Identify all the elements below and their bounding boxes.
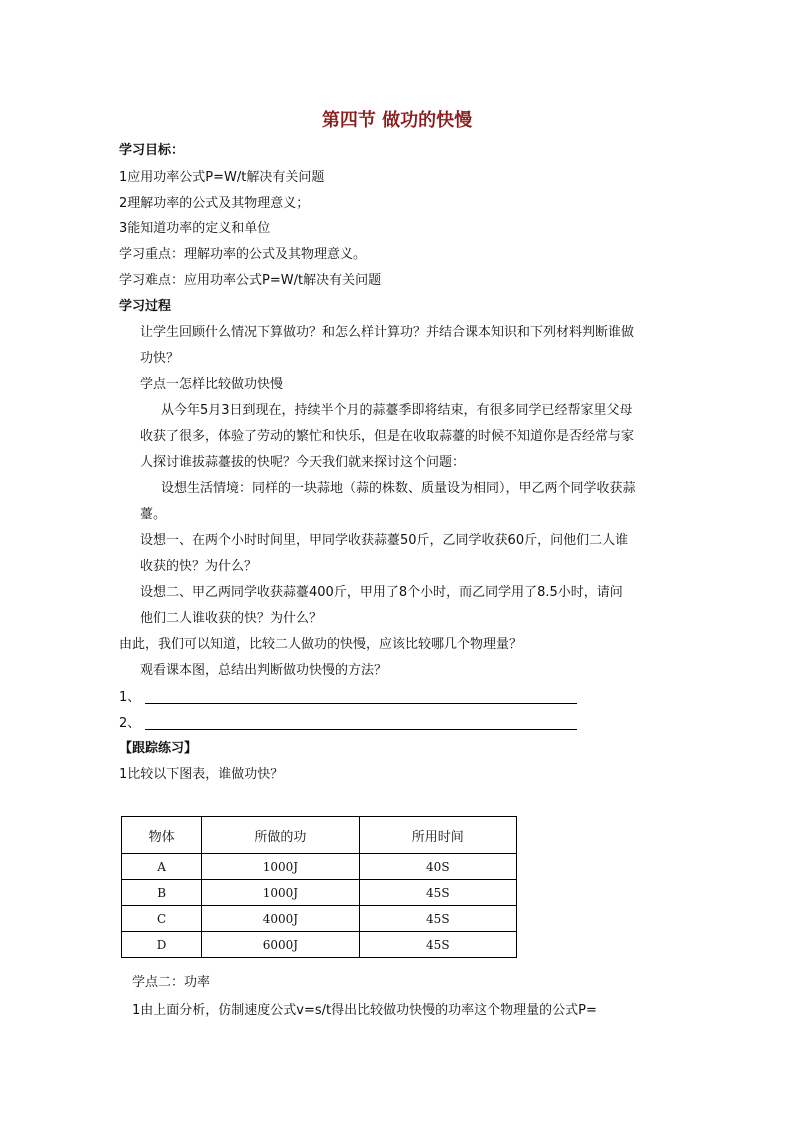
intro-line-2: 功快？ xyxy=(140,351,180,366)
table-cell: 1000J xyxy=(202,880,359,906)
point2-text: 1由上面分析，仿制速度公式v=s/t得出比较做功快慢的功率这个物理量的公式P= xyxy=(132,1003,597,1018)
observe-prompt: 观看课本图，总结出判断做功快慢的方法？ xyxy=(140,663,388,678)
story-line-2: 收获了很多，体验了劳动的繁忙和快乐，但是在收取蒜薹的时候不知道你是否经常与家 xyxy=(140,429,635,444)
table-header-cell: 物体 xyxy=(122,817,202,854)
conclusion: 由此，我们可以知道，比较二人做功的快慢，应该比较哪几个物理量？ xyxy=(119,637,523,652)
table-cell: 4000J xyxy=(202,906,359,932)
process-heading: 学习过程 xyxy=(119,299,172,314)
scenario-line-2: 薹。 xyxy=(140,507,167,522)
table-row xyxy=(122,932,517,958)
point1-heading: 学点一怎样比较做功快慢 xyxy=(140,377,284,392)
answer-line-1[interactable] xyxy=(145,703,577,704)
case1-line-2: 收获的快？为什么？ xyxy=(140,559,258,574)
blank-label-1: 1、 xyxy=(119,690,141,705)
table-row xyxy=(122,854,517,880)
answer-line-2[interactable] xyxy=(145,729,577,730)
objective-1: 1应用功率公式P=W/t解决有关问题 xyxy=(119,170,325,185)
objective-3: 3能知道功率的定义和单位 xyxy=(119,221,271,236)
story-line-3: 人探讨谁拔蒜薹拔的快呢？今天我们就来探讨这个问题： xyxy=(140,455,466,470)
table-row xyxy=(122,880,517,906)
case1-line-1: 设想一、在两个小时时间里，甲同学收获蒜薹50斤，乙同学收获60斤，问他们二人谁 xyxy=(140,533,629,548)
table-cell: B xyxy=(122,880,202,906)
key-point: 学习重点：理解功率的公式及其物理意义。 xyxy=(119,247,367,262)
case2-line-2: 他们二人谁收获的快？为什么？ xyxy=(140,611,323,626)
table-header-row xyxy=(122,817,517,854)
table-cell: 45S xyxy=(359,906,516,932)
table-header-cell: 所做的功 xyxy=(202,817,359,854)
table-cell: 6000J xyxy=(202,932,359,958)
difficulty: 学习难点：应用功率公式P=W/t解决有关问题 xyxy=(119,273,382,288)
table-cell: 40S xyxy=(359,854,516,880)
question-1: 1比较以下图表，谁做功快？ xyxy=(119,767,284,782)
table-cell: 45S xyxy=(359,932,516,958)
work-time-table xyxy=(121,816,517,958)
table-cell: 1000J xyxy=(202,854,359,880)
objective-2: 2理解功率的公式及其物理意义； xyxy=(119,196,310,211)
scenario-line-1: 设想生活情境：同样的一块蒜地（蒜的株数、质量设为相同），甲乙两个同学收获蒜 xyxy=(161,481,636,496)
objectives-heading: 学习目标： xyxy=(119,143,185,158)
table-header-cell: 所用时间 xyxy=(359,817,516,854)
table-cell: C xyxy=(122,906,202,932)
table-row xyxy=(122,906,517,932)
table-cell: A xyxy=(122,854,202,880)
intro-line-1: 让学生回顾什么情况下算做功？和怎么样计算功？并结合课本知识和下列材料判断谁做 xyxy=(140,325,635,340)
story-line-1: 从今年5月3日到现在，持续半个月的蒜薹季即将结束，有很多同学已经帮家里父母 xyxy=(161,403,633,418)
table-cell: D xyxy=(122,932,202,958)
point2-heading: 学点二：功率 xyxy=(132,975,211,990)
case2-line-1: 设想二、甲乙两同学收获蒜薹400斤，甲用了8个小时，而乙同学用了8.5小时，请问 xyxy=(140,585,623,600)
table-cell: 45S xyxy=(359,880,516,906)
blank-label-2: 2、 xyxy=(119,716,141,731)
practice-heading: 【跟踪练习】 xyxy=(119,741,198,756)
page-title: 第四节 做功的快慢 xyxy=(321,110,473,131)
